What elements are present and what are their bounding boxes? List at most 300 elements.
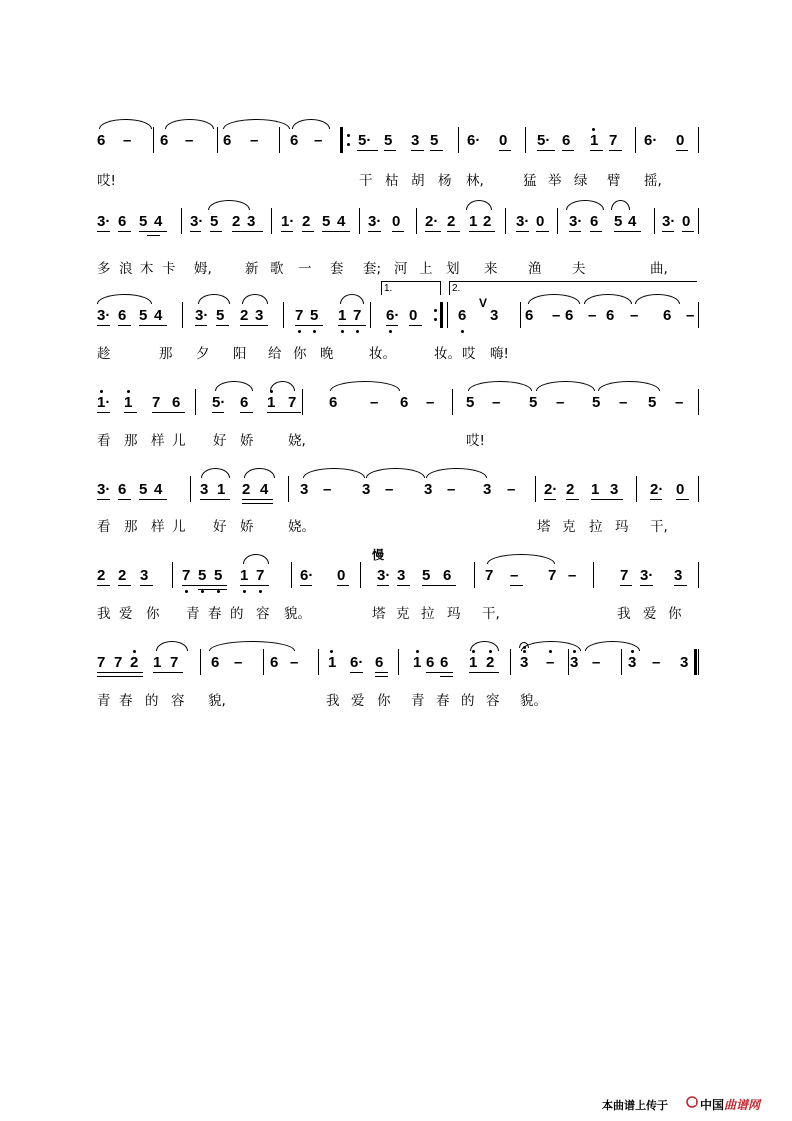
lyric: 夕 [196, 346, 210, 362]
note: 4 [260, 481, 269, 498]
note: 6 [443, 567, 452, 584]
final-barline [694, 649, 697, 675]
note: 1 [124, 394, 133, 411]
lyric: 枯 [385, 173, 399, 189]
note: 7 [485, 567, 494, 584]
lyric: 你 [146, 606, 160, 622]
breath-mark: V [479, 296, 488, 310]
beam-underline [411, 150, 424, 151]
note: 1 [469, 213, 478, 230]
barline [698, 208, 699, 234]
lyric: 容 [171, 693, 185, 709]
note: 6 [663, 307, 672, 324]
note: – [426, 394, 435, 411]
beam-underline [97, 499, 110, 500]
lyric: 举 [548, 173, 562, 189]
volta-1-edge [440, 281, 441, 295]
lyric: 我 [97, 606, 111, 622]
lyric: 容 [256, 606, 270, 622]
note: – [507, 481, 516, 498]
tie-slur [585, 641, 640, 651]
tie-slur [243, 554, 269, 564]
lyric: 玛 [615, 519, 629, 535]
barline [359, 208, 360, 234]
tie-slur [487, 554, 555, 564]
tie-slur [584, 294, 632, 304]
volta-1-bracket [381, 281, 440, 282]
note: 4 [154, 213, 163, 230]
note: 7 [620, 567, 629, 584]
lyric: 歌 [270, 261, 284, 277]
beam-underline [422, 585, 456, 586]
note: 6 [606, 307, 615, 324]
note: 6· [644, 132, 658, 149]
barline [568, 649, 569, 675]
lyric: 卡 [162, 261, 176, 277]
note: 5 [614, 213, 623, 230]
octave-dot-low [201, 590, 204, 593]
lyric: 你 [668, 606, 682, 622]
lyric: 套; [363, 261, 382, 277]
tie-slur [99, 119, 152, 129]
note: 1· [281, 213, 295, 230]
octave-dot-high [592, 128, 595, 131]
note: 0 [392, 213, 401, 230]
barline [263, 649, 264, 675]
lyric: 塔 [372, 606, 386, 622]
beam-underline [426, 672, 453, 673]
note: – [323, 481, 332, 498]
note: 0 [682, 213, 691, 230]
note: 5 [198, 567, 207, 584]
tie-slur [97, 294, 152, 304]
note: 6· [300, 567, 314, 584]
lyric: 晚 [320, 346, 334, 362]
beam-underline [350, 672, 363, 673]
octave-dot-high [100, 390, 103, 393]
beam-underline [118, 585, 131, 586]
note: 0 [409, 307, 418, 324]
barline [698, 562, 699, 588]
note: 3· [640, 567, 654, 584]
lyric: 妆。 [369, 346, 396, 362]
repeat-dot [434, 309, 437, 312]
note: 6· [467, 132, 481, 149]
note: 0 [536, 213, 545, 230]
note: 2 [447, 213, 456, 230]
note: 7 [353, 307, 362, 324]
barline [288, 476, 289, 502]
note: 2 [118, 567, 127, 584]
beam-underline [118, 231, 131, 232]
note: 1 [153, 654, 162, 671]
lyric: 妆。 [434, 346, 461, 362]
beam-underline [377, 585, 389, 586]
note: – [546, 654, 555, 671]
beam-underline [182, 585, 227, 586]
barline [621, 649, 622, 675]
octave-dot-low [389, 330, 392, 333]
note: 6 [118, 213, 127, 230]
note: 0 [337, 567, 346, 584]
note: 5 [529, 394, 538, 411]
note: 4 [154, 481, 163, 498]
note: 6 [211, 654, 220, 671]
beam-underline [97, 325, 110, 326]
lyric: 你 [377, 693, 391, 709]
note: 3· [190, 213, 204, 230]
lyric: 浪 [119, 261, 133, 277]
note: – [568, 567, 577, 584]
beam-underline [267, 412, 301, 413]
octave-dot-low [356, 330, 359, 333]
lyric: 克 [396, 606, 410, 622]
barline [452, 389, 453, 415]
lyric: 曲, [650, 261, 668, 277]
note: 3 [362, 481, 371, 498]
lyric: 娇 [240, 519, 254, 535]
note: 3· [368, 213, 382, 230]
note: 5 [384, 132, 393, 149]
beam-underline [153, 672, 183, 673]
note: 3· [97, 307, 111, 324]
lyric: 青 [97, 693, 111, 709]
note: 3· [662, 213, 676, 230]
lyric: 那 [124, 433, 138, 449]
barline [190, 476, 191, 502]
note: 3· [195, 307, 209, 324]
lyric: 渔 [528, 261, 542, 277]
barline [398, 649, 399, 675]
note: 6 [172, 394, 181, 411]
beam-underline [190, 231, 201, 232]
note: 2· [544, 481, 558, 498]
beam-underline [97, 676, 143, 677]
site-name-b: 曲谱网 [724, 1098, 761, 1112]
note: 6 [290, 132, 299, 149]
note: 1· [97, 394, 111, 411]
beam-underline [591, 499, 623, 500]
beam-underline [212, 412, 224, 413]
lyric: 木 [140, 261, 154, 277]
octave-dot-high [133, 650, 136, 653]
beam-underline [337, 585, 349, 586]
note: 4 [337, 213, 346, 230]
beam-underline [590, 231, 602, 232]
lyric: 嗨! [490, 346, 509, 362]
note: – [686, 307, 695, 324]
repeat-start-barline [340, 127, 343, 153]
note: 3· [97, 481, 111, 498]
note: 5 [422, 567, 431, 584]
beam-underline [425, 231, 441, 232]
beam-underline [242, 499, 273, 500]
beam-underline [97, 412, 110, 413]
note: – [492, 394, 501, 411]
note: 6 [426, 654, 435, 671]
tie-slur [303, 468, 365, 478]
octave-dot-low [259, 590, 262, 593]
note: 3 [680, 654, 689, 671]
tie-slur [598, 381, 660, 391]
beam-underline [569, 231, 581, 232]
beam-underline [139, 499, 167, 500]
note: – [385, 481, 394, 498]
beam-underline [338, 325, 366, 326]
beam-underline [200, 499, 230, 500]
lyric: 好 [213, 519, 227, 535]
lyric: 你 [293, 346, 307, 362]
note: 4 [154, 307, 163, 324]
barline [447, 302, 448, 328]
beam-underline [447, 231, 460, 232]
note: 2 [232, 213, 241, 230]
note: 2 [240, 307, 249, 324]
beam-underline [536, 231, 549, 232]
note: 5 [214, 567, 223, 584]
lyric: 青 [411, 693, 425, 709]
note: 3 [570, 654, 579, 671]
note: 7 [182, 567, 191, 584]
lyric: 拉 [421, 606, 435, 622]
barline [535, 476, 536, 502]
lyric: 春 [436, 693, 450, 709]
lyric: 套 [330, 261, 344, 277]
barline [182, 302, 183, 328]
note: 0 [499, 132, 508, 149]
beam-underline [368, 231, 381, 232]
lyric: 娇 [240, 433, 254, 449]
note: 7 [170, 654, 179, 671]
tie-slur [635, 294, 680, 304]
note: 6 [375, 654, 384, 671]
barline [416, 208, 417, 234]
note: – [652, 654, 661, 671]
lyric: 划 [446, 261, 460, 277]
beam-underline [295, 325, 323, 326]
beam-underline [322, 231, 350, 232]
lyric: 娆。 [288, 519, 315, 535]
barline [525, 127, 526, 153]
beam-underline [544, 499, 556, 500]
note: – [250, 132, 259, 149]
note: 3 [628, 654, 637, 671]
barline [698, 649, 699, 675]
beam-underline [147, 235, 160, 236]
lyric: 我 [617, 606, 631, 622]
beam-underline [516, 231, 529, 232]
note: 7 [114, 654, 123, 671]
volta-2-edge [449, 281, 450, 295]
note: 2 [130, 654, 139, 671]
tempo-mark: 慢 [372, 548, 385, 562]
repeat-end-barline [440, 302, 443, 328]
music-note-logo-icon [686, 1096, 698, 1108]
barline [172, 562, 173, 588]
note: 5 [139, 213, 148, 230]
barline [217, 127, 218, 153]
note: – [619, 394, 628, 411]
note: 5· [537, 132, 551, 149]
note: – [588, 307, 597, 324]
note: 3 [483, 481, 492, 498]
note: 0 [676, 132, 685, 149]
note: 1 [267, 394, 276, 411]
octave-dot-high [330, 650, 333, 653]
note: 5 [592, 394, 601, 411]
note: 1 [217, 481, 226, 498]
note: 6 [400, 394, 409, 411]
note: 7 [609, 132, 618, 149]
barline [283, 302, 284, 328]
beam-underline [510, 585, 523, 586]
lyric: 儿 [172, 433, 186, 449]
note: 7 [152, 394, 161, 411]
beam-underline [640, 585, 653, 586]
note: 0 [676, 481, 685, 498]
lyric: 貌。 [520, 693, 547, 709]
tie-slur [270, 381, 295, 391]
lyric: 干 [359, 173, 373, 189]
tie-slur [165, 119, 214, 129]
note: 6 [118, 307, 127, 324]
octave-dot-low [461, 330, 464, 333]
octave-dot-low [185, 590, 188, 593]
lyric: 猛 [523, 173, 537, 189]
note: 1 [469, 654, 478, 671]
note: 2 [242, 481, 251, 498]
note: 6 [525, 307, 534, 324]
barline [271, 208, 272, 234]
note: 7 [548, 567, 557, 584]
note: 7 [295, 307, 304, 324]
note: 3 [200, 481, 209, 498]
note: 3 [300, 481, 309, 498]
note: – [234, 654, 243, 671]
tie-slur [611, 200, 630, 210]
tie-slur [209, 641, 295, 651]
lyric: 儿 [172, 519, 186, 535]
barline [458, 127, 459, 153]
barline [698, 302, 699, 328]
tie-slur [528, 294, 580, 304]
lyric: 干, [650, 519, 668, 535]
lyric: 河 [394, 261, 408, 277]
note: – [510, 567, 519, 584]
note: – [447, 481, 456, 498]
note: 6 [160, 132, 169, 149]
barline [698, 389, 699, 415]
note: 6 [565, 307, 574, 324]
note: 2 [486, 654, 495, 671]
barline [520, 302, 521, 328]
note: 1 [591, 481, 600, 498]
beam-underline [240, 585, 269, 586]
lyric: 克 [562, 519, 576, 535]
lyric: 拉 [589, 519, 603, 535]
beam-underline [682, 231, 694, 232]
barline [557, 208, 558, 234]
beam-underline [384, 150, 396, 151]
tie-slur [466, 200, 492, 210]
barline [370, 302, 371, 328]
lyric: 貌。 [284, 606, 311, 622]
note: 2· [425, 213, 439, 230]
lyric: 干, [482, 606, 500, 622]
beam-underline [662, 231, 674, 232]
tie-slur [198, 294, 230, 304]
lyric: 趁 [97, 346, 111, 362]
beam-underline [562, 150, 574, 151]
lyric: 的 [145, 693, 159, 709]
lyric: 爱 [643, 606, 657, 622]
tie-slur [208, 200, 250, 210]
upload-credit: 本曲谱上传于 [602, 1099, 668, 1112]
note: 6 [440, 654, 449, 671]
note: – [675, 394, 684, 411]
lyric: 玛 [447, 606, 461, 622]
octave-dot-high [416, 650, 419, 653]
tie-slur [223, 119, 290, 129]
octave-dot-low [217, 590, 220, 593]
tie-slur [566, 200, 604, 210]
note: 6 [590, 213, 599, 230]
note: 3· [377, 567, 391, 584]
note: 6· [350, 654, 364, 671]
beam-underline [392, 231, 404, 232]
octave-dot-low [243, 590, 246, 593]
note: 6 [240, 394, 249, 411]
lyric: 看 [97, 433, 111, 449]
note: 2 [302, 213, 311, 230]
beam-underline [210, 231, 222, 232]
lyric: 的 [461, 693, 475, 709]
tie-slur [201, 468, 230, 478]
barline [302, 389, 303, 415]
lyric: 哎! [97, 173, 116, 189]
beam-underline [674, 585, 687, 586]
note: 5 [210, 213, 219, 230]
beam-underline [139, 325, 167, 326]
beam-underline [97, 585, 110, 586]
lyric: 的 [230, 606, 244, 622]
lyric: 好 [213, 433, 227, 449]
note: 6 [270, 654, 279, 671]
beam-underline [614, 231, 641, 232]
beam-underline [118, 499, 131, 500]
lyric: 爱 [351, 693, 365, 709]
lyric: 春 [208, 606, 222, 622]
note: 5 [430, 132, 439, 149]
tie-slur [242, 294, 268, 304]
note: 3 [255, 307, 264, 324]
lyric: 一 [298, 261, 312, 277]
barline [510, 649, 511, 675]
note: 1 [413, 654, 422, 671]
fermata-dot [523, 646, 526, 649]
lyric: 给 [268, 346, 282, 362]
beam-underline [440, 676, 453, 677]
lyric: 上 [419, 261, 433, 277]
repeat-dot [347, 134, 350, 137]
note: 3 [397, 567, 406, 584]
note: 3· [97, 213, 111, 230]
beam-underline [386, 325, 398, 326]
tie-slur [470, 641, 499, 651]
barline [181, 208, 182, 234]
barline [635, 127, 636, 153]
beam-underline [676, 150, 688, 151]
